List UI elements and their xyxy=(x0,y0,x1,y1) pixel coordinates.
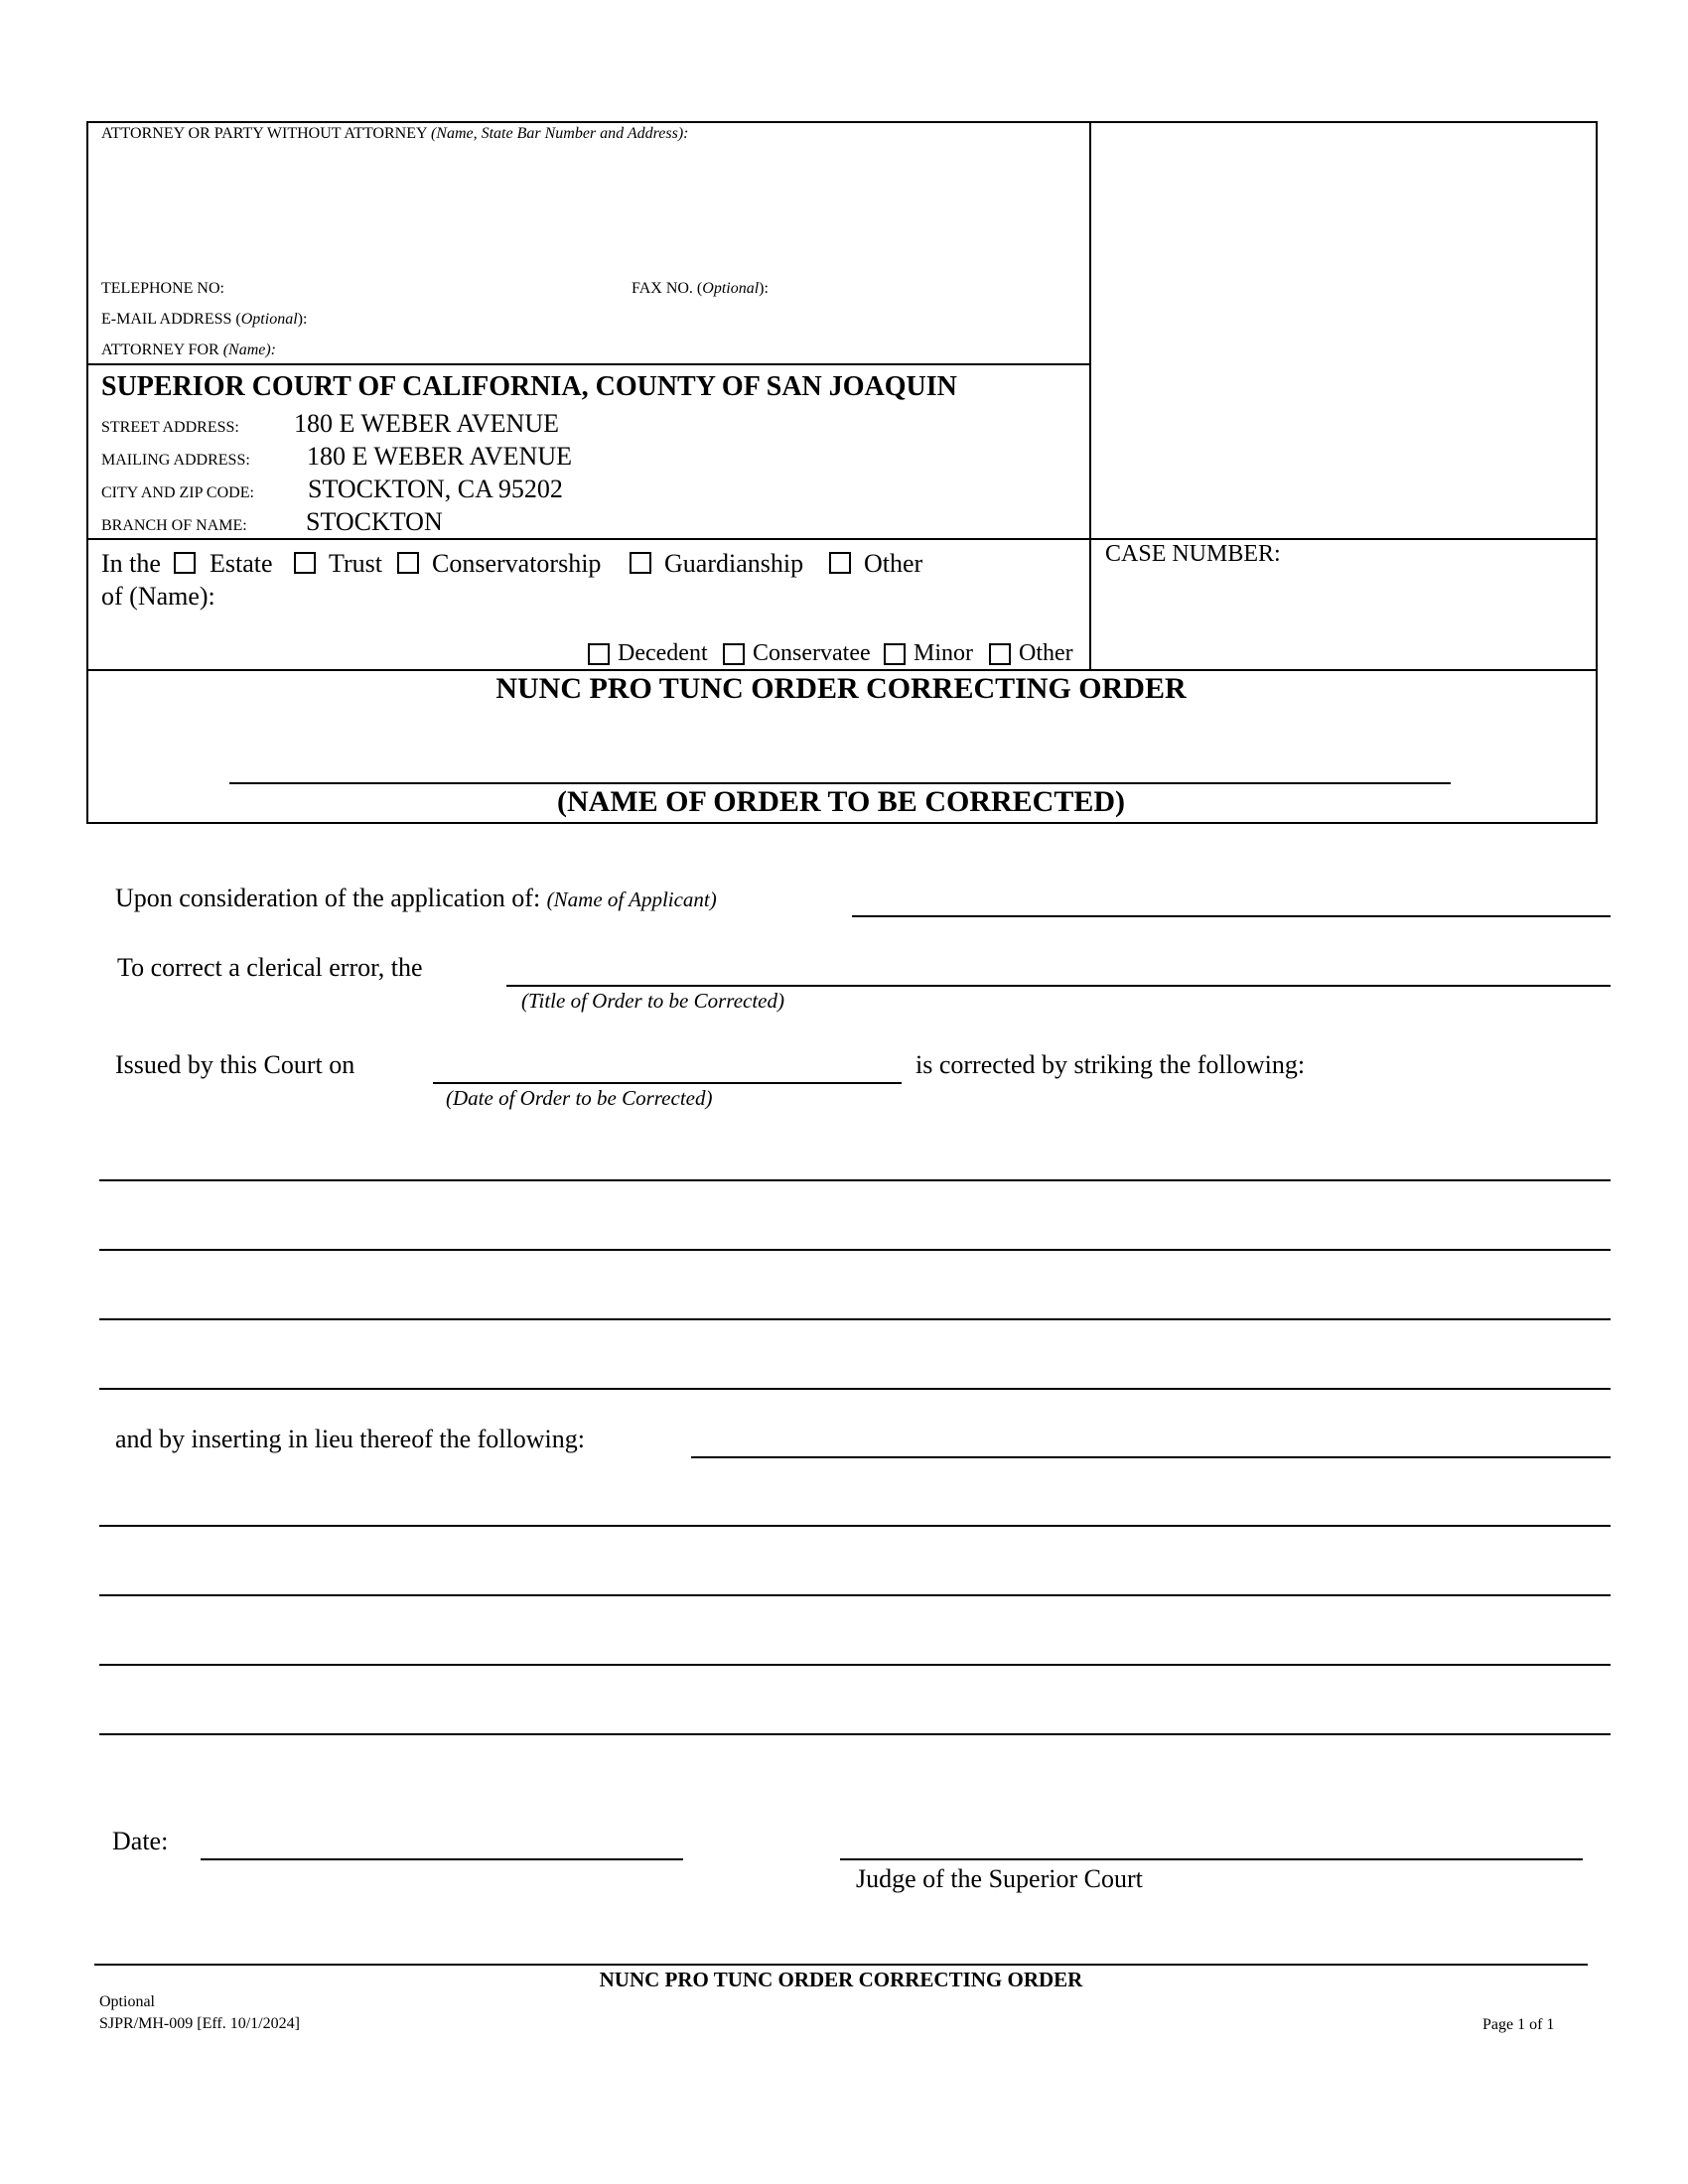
street-address-label: STREET ADDRESS: xyxy=(101,419,239,436)
footer-page-number: Page 1 of 1 xyxy=(1482,2016,1555,2033)
date-label: Date: xyxy=(112,1827,169,1855)
attorney-court-divider xyxy=(86,363,1091,365)
other-party-label: Other xyxy=(1019,640,1073,666)
minor-checkbox[interactable] xyxy=(884,643,906,665)
conservatee-label: Conservatee xyxy=(753,640,871,666)
minor-label: Minor xyxy=(914,640,973,666)
conservatee-checkbox[interactable] xyxy=(723,643,745,665)
order-date-field[interactable] xyxy=(433,1082,902,1084)
judge-label: Judge of the Superior Court xyxy=(856,1864,1143,1893)
footer-rule xyxy=(94,1964,1588,1966)
other-type-label: Other xyxy=(864,549,923,578)
of-name-label: of (Name): xyxy=(101,582,215,611)
city-zip-value: STOCKTON, CA 95202 xyxy=(308,475,563,503)
fax-label: FAX NO. (Optional): xyxy=(632,280,769,297)
telephone-label: TELEPHONE NO: xyxy=(101,280,224,297)
court-matter-divider xyxy=(86,538,1596,540)
order-subtitle: (NAME OF ORDER TO BE CORRECTED) xyxy=(557,785,1125,818)
striking-line-2[interactable] xyxy=(99,1249,1611,1251)
attorney-label: ATTORNEY OR PARTY WITHOUT ATTORNEY (Name, State Bar Number and Address): xyxy=(101,125,689,142)
order-name-field[interactable] xyxy=(229,782,1451,784)
estate-checkbox[interactable] xyxy=(174,552,196,574)
city-zip-label: CITY AND ZIP CODE: xyxy=(101,484,254,501)
inserting-line-1[interactable] xyxy=(99,1525,1611,1527)
conservatorship-label: Conservatorship xyxy=(432,549,602,578)
inserting-line-2[interactable] xyxy=(99,1594,1611,1596)
inserting-text: and by inserting in lieu thereof the following: xyxy=(115,1425,585,1453)
striking-line-3[interactable] xyxy=(99,1318,1611,1320)
footer-title: NUNC PRO TUNC ORDER CORRECTING ORDER xyxy=(599,1968,1083,1991)
branch-label: BRANCH OF NAME: xyxy=(101,517,247,534)
in-the-label: In the xyxy=(101,549,161,578)
inserting-line-3[interactable] xyxy=(99,1664,1611,1666)
caption-box xyxy=(86,121,1598,824)
issued-text: Issued by this Court on xyxy=(115,1050,355,1079)
inserting-line-0[interactable] xyxy=(691,1456,1611,1458)
striking-text: is corrected by striking the following: xyxy=(915,1050,1306,1079)
branch-value: STOCKTON xyxy=(306,507,443,536)
order-date-hint: (Date of Order to be Corrected) xyxy=(446,1086,713,1110)
mailing-address-value: 180 E WEBER AVENUE xyxy=(307,442,572,471)
order-title-hint: (Title of Order to be Corrected) xyxy=(521,989,784,1013)
trust-checkbox[interactable] xyxy=(294,552,316,574)
judge-signature-field[interactable] xyxy=(840,1858,1583,1860)
email-label: E-MAIL ADDRESS (Optional): xyxy=(101,311,308,328)
date-field[interactable] xyxy=(201,1858,683,1860)
matter-title-divider xyxy=(86,669,1596,671)
decedent-checkbox[interactable] xyxy=(588,643,610,665)
case-number-label: CASE NUMBER: xyxy=(1105,541,1281,567)
order-title-field[interactable] xyxy=(506,985,1611,987)
estate-label: Estate xyxy=(210,549,273,578)
decedent-label: Decedent xyxy=(618,640,708,666)
conservatorship-checkbox[interactable] xyxy=(397,552,419,574)
striking-line-4[interactable] xyxy=(99,1388,1611,1390)
guardianship-label: Guardianship xyxy=(664,549,804,578)
footer-form-id: SJPR/MH-009 [Eff. 10/1/2024] xyxy=(99,2015,300,2032)
attorney-for-label: ATTORNEY FOR (Name): xyxy=(101,341,276,358)
inserting-line-4[interactable] xyxy=(99,1733,1611,1735)
guardianship-checkbox[interactable] xyxy=(630,552,651,574)
consideration-text: Upon consideration of the application of: (Name of Applicant) xyxy=(115,884,717,912)
correct-text: To correct a clerical error, the xyxy=(117,953,423,982)
street-address-value: 180 E WEBER AVENUE xyxy=(294,409,559,438)
trust-label: Trust xyxy=(329,549,382,578)
court-title: SUPERIOR COURT OF CALIFORNIA, COUNTY OF SAN JOAQUIN xyxy=(101,371,957,402)
footer-optional: Optional xyxy=(99,1993,155,2010)
other-type-checkbox[interactable] xyxy=(829,552,851,574)
striking-line-1[interactable] xyxy=(99,1179,1611,1181)
mailing-address-label: MAILING ADDRESS: xyxy=(101,452,250,469)
other-party-checkbox[interactable] xyxy=(989,643,1011,665)
order-title: NUNC PRO TUNC ORDER CORRECTING ORDER xyxy=(495,672,1187,705)
caption-divider-vertical xyxy=(1089,121,1091,669)
applicant-name-field[interactable] xyxy=(852,915,1611,917)
